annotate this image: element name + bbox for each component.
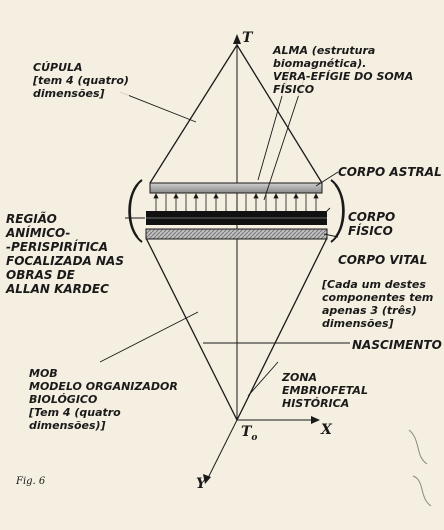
regiao-label: REGIÃO ANÍMICO- -PERISPIRÍTICA FOCALIZADA NAS OBRAS DE ALLAN KARDEC xyxy=(6,212,124,296)
figure-caption: Fig. 6 xyxy=(16,476,46,487)
origin-label: $T_o$ xyxy=(241,424,258,443)
x-axis xyxy=(237,416,320,424)
y-axis xyxy=(203,420,237,484)
corpo-astral-label: CORPO ASTRAL xyxy=(338,165,442,179)
t-axis xyxy=(233,34,241,420)
t-axis-label: T xyxy=(242,30,253,46)
componentes-note: [Cada um destes componentes tem apenas 3 (três) dimensões] xyxy=(322,278,434,330)
handwritten-marginalia xyxy=(401,420,441,520)
corpo-fisico-label: CORPO FÍSICO xyxy=(348,210,444,238)
x-axis-label: X xyxy=(321,422,332,438)
mob-label: MOB MODELO ORGANIZADOR BIOLÓGICO [Tem 4 (quatro dimensões)] xyxy=(29,367,178,432)
alma-label: ALMA (estrutura biomagnética). VERA-EFÍGIE DO SOMA FÍSICO xyxy=(273,44,414,96)
corpo-astral-band xyxy=(150,183,322,193)
zona-label: ZONA EMBRIOFETAL HISTÓRICA xyxy=(282,371,368,410)
y-axis-label: Y xyxy=(196,476,206,492)
corpo-vital-band xyxy=(146,229,327,239)
cupula-label: CÚPULA [tem 4 (quatro) dimensões] xyxy=(33,61,129,100)
nascimento-label: NASCIMENTO xyxy=(352,338,442,352)
corpo-vital-label: CORPO VITAL xyxy=(338,253,428,267)
connection-arrows xyxy=(154,194,318,211)
